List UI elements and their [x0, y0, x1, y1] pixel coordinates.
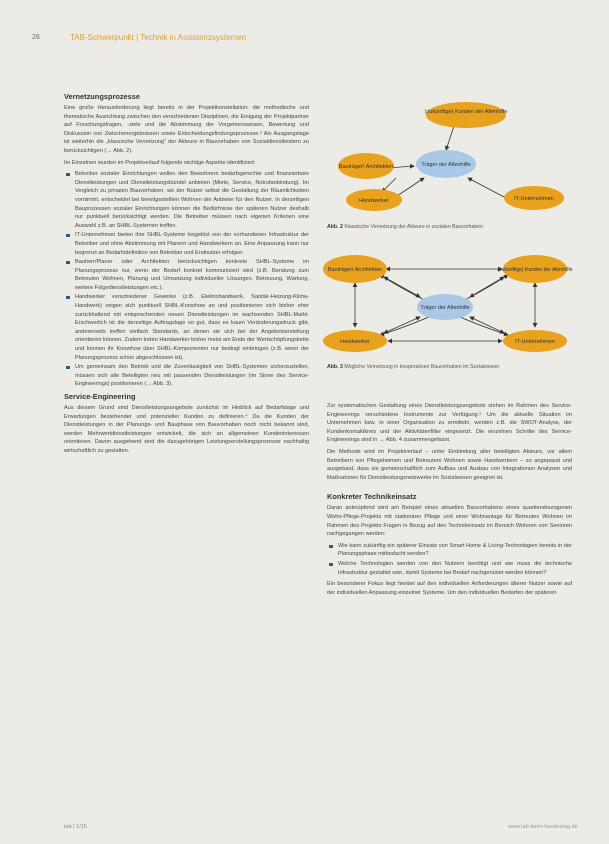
node-customers-label: (zukünftige) Kunden der Altenhilfe [424, 109, 508, 115]
caption-text: Mögliche Vernetzung in kooperativen Bauvorhaben im Sozialwesen [344, 364, 500, 370]
list-item: Um gemeinsam den Betrieb und die Zuverlässigkeit von SHBL-Systemen sicherzustellen, müssen sich alle Beteiligten neu mit passenden Dienstleistungen (im Sinne des Service-Engineerings) positionieren (→ Abb. 3). [75, 364, 309, 388]
paragraph: Im Einzelnen wurden im Projektverlauf folgende wichtige Aspekte identifiziert: [64, 159, 256, 166]
node-architects-label: Bauträger/ Architekten [327, 267, 383, 273]
heading-vernetzungsprozesse: Vernetzungsprozesse [64, 92, 140, 101]
heading-technikeinsatz: Konkreter Technikeinsatz [327, 492, 417, 502]
page-number: 26 [32, 34, 40, 41]
right-column [327, 402, 572, 600]
list-item: Betreiber sozialer Einrichtungen wollen den Bewohnern bedarfsgerechte und finanzierbare Dienstleistungen und Dienstleistungsbündel anbieten (Miete, Service, Notrufanbindung). Im Vergleich zu privaten Bauvorhaben, wo der Nutzer selbst die Gestaltung der Räumlichkeiten vornimmt, entscheidet bei bereitgestellten Wohnen der Anbieter für den Nutzer. In derzeitigen Bauprozessen sozialer Einrichtungen können die Bedürfnisse der späteren Nutzer deshalb nur punktuell berücksichtigt werden. Die Betreiber müssen nach eigenen Kriterien eine Auswahl z.B. an SHBL-Systemen treffen. [75, 171, 309, 229]
running-title: TAB-Schwerpunkt | Technik in Assistenzsystemen [70, 33, 247, 42]
node-crafts-label: Handwerker [359, 198, 389, 204]
node-customers-label: (zukünftige) Kunden der Altenhilfe [497, 267, 573, 273]
caption-text: Klassische Vernetzung der Akteure in sozialen Bauvorhaben [344, 224, 484, 230]
node-it-label: IT-Unternehmen [514, 196, 554, 202]
arrow [470, 317, 504, 333]
bullet-list [327, 542, 572, 577]
bullet-list [64, 170, 309, 389]
node-crafts-label: Handwerker [340, 339, 370, 345]
caption-label: Abb. 3 [327, 364, 343, 370]
paragraph: Ein besonderer Fokus liegt hierbei auf den individuellen Anforderungen älterer Nutzer sowie auf der individuellen Anpassung einzelner Systeme. Um den individuellen Bedarfen der späteren [327, 581, 572, 596]
heading-service-engineering: Service-Engineering [64, 392, 136, 401]
paragraph: Die Methode wird im Projektverlauf – unter Einbindung aller beteiligten Akteure, vor allem Betreibern von Pflegeheimen und Betreutem Wohnen sowie Handwerkern – so angepasst und ausgebaut, dass sie gemeinschaftlich zum Aufbau und Ausbau von Integrationen Analysen und Maßnahmen für Dienstleistungsnetzwerke im Sozialwesen geeignet ist. [327, 448, 572, 481]
footer-url: www.tab-beim-bundestag.de [508, 824, 578, 830]
list-item: Bauherr/Planer oder Architekten berücksichtigen konkrete SHBL-Systeme im Planungsprozess nur, wenn der Bedarf konkret kommuniziert wird (z.B. Beratung zum Betreuten Wohnen, Planung und Umsetzung individueller Lösungen, Betreuung, Wartung, weitere Folgedienstleistungen etc.). [75, 259, 309, 291]
figure-2-caption [327, 224, 577, 231]
paragraph: Daran anknüpfend wird am Beispiel eines aktuellen Bauvorhabens eines quartiersbezogenen Wohn-Pflege-Projekts mit stationärer Pflege und einer Wohnanlage für Betreutes Wohnen im Rahmen des Projekts Fragen in Bezug auf den Technikeinsatz im Bereich Wohnen von Senioren nachgegangen werden: [327, 505, 572, 538]
figure-3-caption [327, 364, 577, 371]
arrow [468, 178, 506, 198]
list-item: Welche Technologien werden von den Nutzern benötigt und wie muss die technische Infrastruktur gestaltet sein, damit Systeme bei Bedarf nachgerüstet werden können? [338, 560, 572, 576]
arrow [446, 126, 454, 150]
paragraph: Eine große Herausforderung liegt bereits in der Projektkonstellation: die methodische und thematische Ausrichtung zwischen den verschiedenen Disziplinen, die Einigung der Projektpartner auf Forschungsfragen, -ziele und die Abstimmung der Vorgehensweisen, Bewertung und Diskussion von Zwischenergebnissen sowie Entscheidungsfindungsprozesse.³ Als Ausgangslage ist weiterhin die „klassische Vernetzung“ der Akteure in Bauvorhaben von Sozialdienstleistern zu berücksichtigen (→ Abb. 2). [64, 105, 309, 154]
caption-label: Abb. 2 [327, 224, 343, 230]
list-item: IT-Unternehmen bieten ihre SHBL-Systeme losgelöst von der vorhandenen Infrastruktur der Betreiber und ohne Abstimmung mit Planern und Handwerkern an. Eine Anpassung kann nur begrenzt an Bedarfsdefinition von Betreiber und Endnutzer erfolgen. [75, 232, 309, 256]
figure-3-diagram [310, 245, 580, 360]
list-item: Wie kann zukünftig ein späterer Einsatz von Smart Home & Living-Technologien bereits in der Planungsphase mitbedacht werden? [338, 542, 572, 558]
footer-issue: tab | 1/15 [64, 824, 87, 830]
arrow [384, 277, 420, 297]
list-item: Handwerker verschiedener Gewerke (z.B. Elektrohandwerk, Sanitär-Heizung-Klima-Handwerk) zeigen sich punktuell SHBL-Knowhow an und positionieren sich bisher eher zurückhaltend mit entsprechenden neuen Dienstleistungen im wachsenden SHBL-Markt. Erschwerlich ist die derzeitige Auftragslage so gut, dass es kaum Veränderungsdruck gibt, andererseits treffen vielfach Standards, an denen sie sich bei der Angebotserstellung orientieren können. Zudem treten Handwerker bisher meist am Ende der Wertschöpfungskette und können ihr Knowhow über SHBL-Komponenten nur bedingt einbringen (z.B. wenn der Planungsprozess schon abgeschlossen ist). [75, 294, 309, 361]
arrow [384, 317, 420, 333]
left-column [64, 92, 309, 459]
paragraph: Aus diesem Grund sind Dienstleistungsangebote zunächst im Hinblick auf Bedarfslage und Erwartungen bestehender und potenzieller Kunden zu definieren.⁴ Da die Kunden der Dienstleistungen in der Planungs- und Bauphase von Bauvorhaben noch nicht bekannt sind, werden Mehrwertdienstleistungen entwickelt, die sich an allgemeinen Kundeninteressen orientieren. Davon ausgehend sind die dazugehörigen Leistungserstellungsprozesse nachhaltig wirtschaftlich zu gestalten. [64, 405, 309, 454]
node-architects-label: Bauträger/ Architekten [338, 164, 394, 170]
node-carrier-label: Träger der Altenhilfe [420, 305, 470, 311]
figure-2-diagram [326, 98, 576, 220]
paragraph: Zur systematischen Gestaltung eines Dienstleistungsangebots stehen im Rahmen des Service-Engineerings verschiedene Instrumente zur Verfügung.⁵ Um die aktuelle Situation im Unternehmen bzw. in einer Organisation zu ermitteln, werden z.B. die SWOT-Analyse, der Kundenkontaktkreis und der Aktivitätenfilter eingesetzt. Die einzelnen Schritte des Service-Engineerings sind in → Abb. 4 zusammengefasst. [327, 403, 572, 444]
node-carrier-label: Träger der Altenhilfe [421, 162, 471, 168]
node-it-label: IT-Unternehmen [515, 339, 555, 345]
node-customers [426, 102, 506, 128]
